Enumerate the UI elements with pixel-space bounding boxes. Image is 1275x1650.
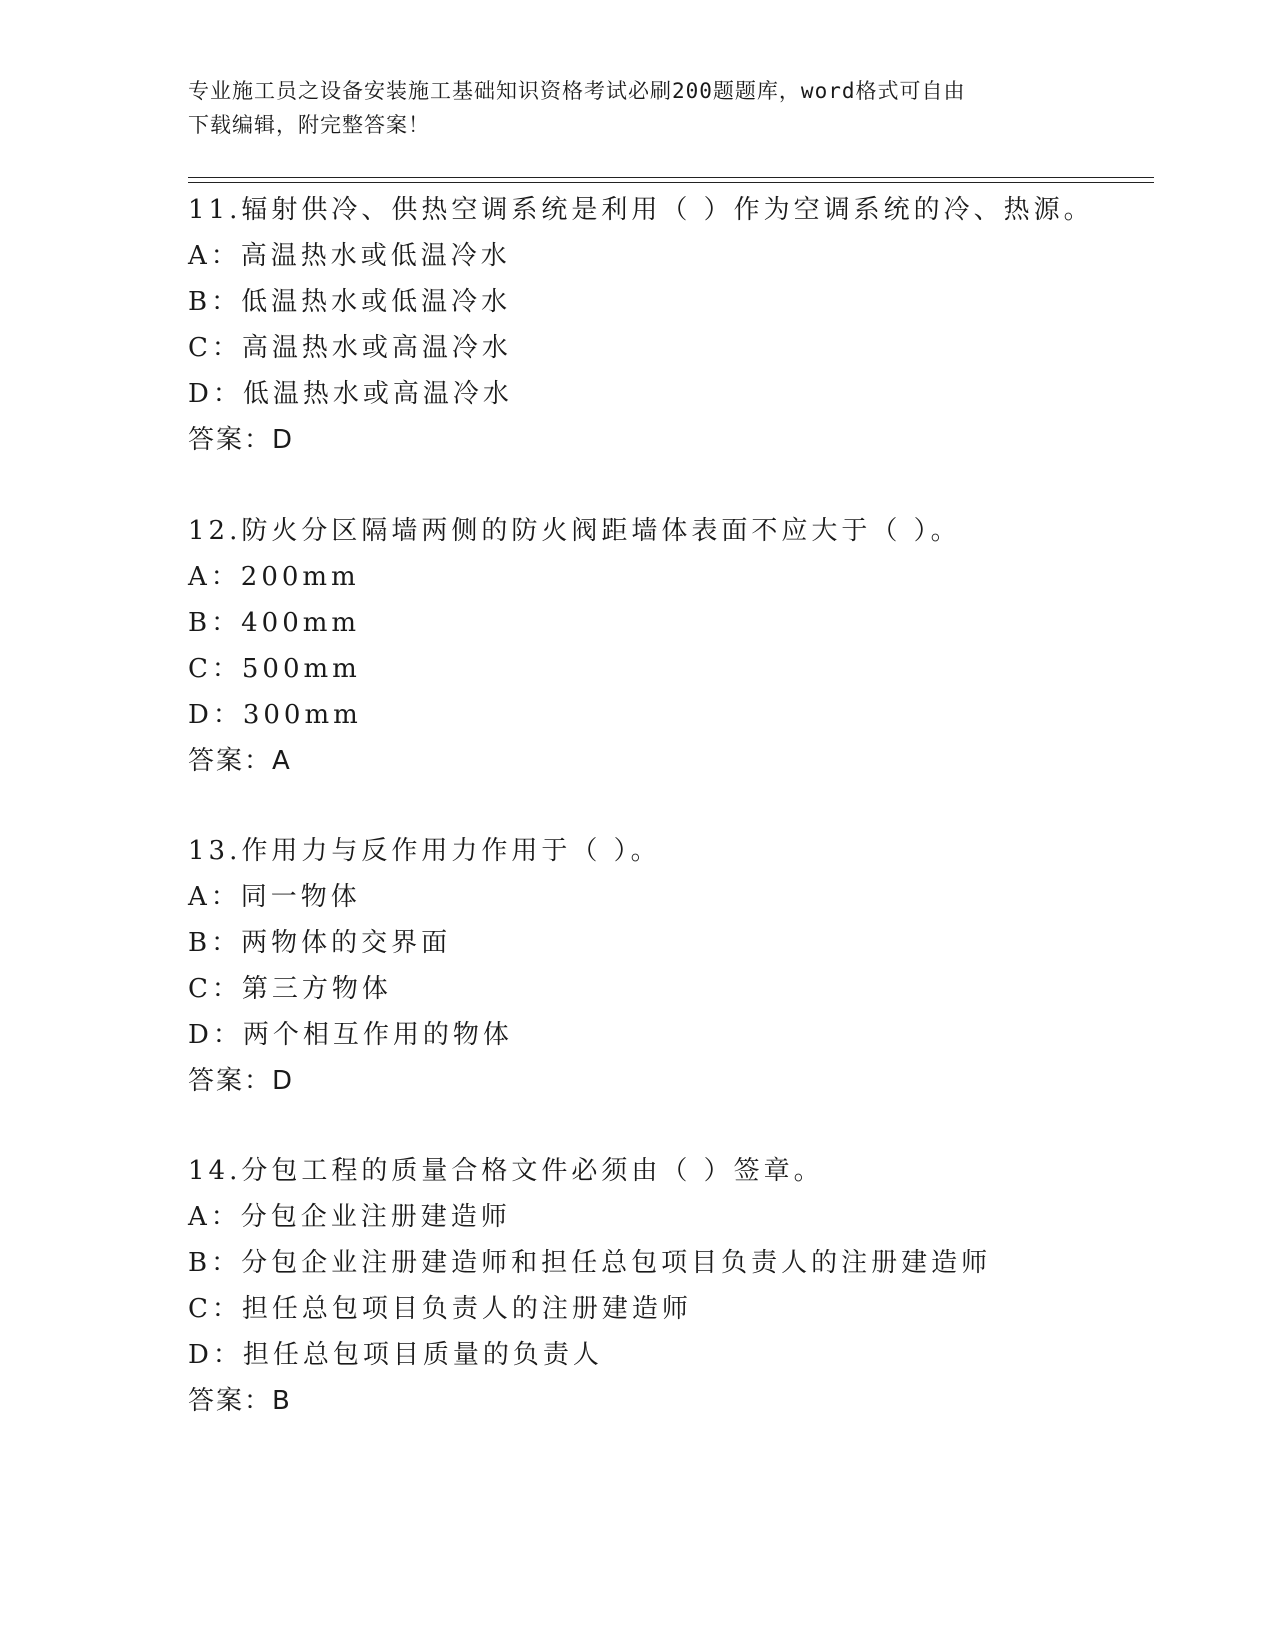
option-d: D：低温热水或高温冷水 bbox=[188, 379, 513, 409]
question-13 bbox=[188, 828, 1168, 1104]
question-12 bbox=[188, 508, 1168, 784]
question-stem: 13.作用力与反作用力作用于（ ）。 bbox=[188, 836, 661, 866]
answer-line: 答案：D bbox=[188, 1066, 295, 1096]
option-c: C：500mm bbox=[188, 654, 361, 684]
option-b: B：分包企业注册建造师和担任总包项目负责人的注册建造师 bbox=[188, 1248, 992, 1278]
option-c: C：第三方物体 bbox=[188, 974, 392, 1004]
document-header bbox=[188, 74, 1088, 142]
option-c: C：担任总包项目负责人的注册建造师 bbox=[188, 1294, 692, 1324]
option-d: D：300mm bbox=[188, 700, 362, 730]
question-stem: 11.辐射供冷、供热空调系统是利用（ ）作为空调系统的冷、热源。 bbox=[188, 195, 1094, 225]
question-11 bbox=[188, 187, 1168, 463]
header-line-1: 专业施工员之设备安装施工基础知识资格考试必刷200题题库，word格式可自由 bbox=[188, 79, 966, 103]
option-a: A：高温热水或低温冷水 bbox=[188, 241, 511, 271]
option-a: A：分包企业注册建造师 bbox=[188, 1202, 511, 1232]
option-d: D：两个相互作用的物体 bbox=[188, 1020, 513, 1050]
option-b: B：400mm bbox=[188, 608, 361, 638]
answer-line: 答案：D bbox=[188, 425, 295, 455]
answer-line: 答案：B bbox=[188, 1386, 292, 1416]
option-c: C：高温热水或高温冷水 bbox=[188, 333, 512, 363]
option-a: A：200mm bbox=[188, 562, 360, 592]
header-divider-bottom bbox=[188, 182, 1154, 183]
option-b: B：低温热水或低温冷水 bbox=[188, 287, 512, 317]
answer-line: 答案：A bbox=[188, 746, 292, 776]
question-stem: 14.分包工程的质量合格文件必须由（ ）签章。 bbox=[188, 1156, 824, 1186]
option-d: D：担任总包项目质量的负责人 bbox=[188, 1340, 603, 1370]
question-stem: 12.防火分区隔墙两侧的防火阀距墙体表面不应大于（ ）。 bbox=[188, 516, 961, 546]
option-b: B：两物体的交界面 bbox=[188, 928, 452, 958]
header-line-2: 下载编辑，附完整答案！ bbox=[188, 113, 430, 137]
header-divider-top bbox=[188, 177, 1154, 178]
option-a: A：同一物体 bbox=[188, 882, 361, 912]
question-14 bbox=[188, 1148, 1168, 1424]
